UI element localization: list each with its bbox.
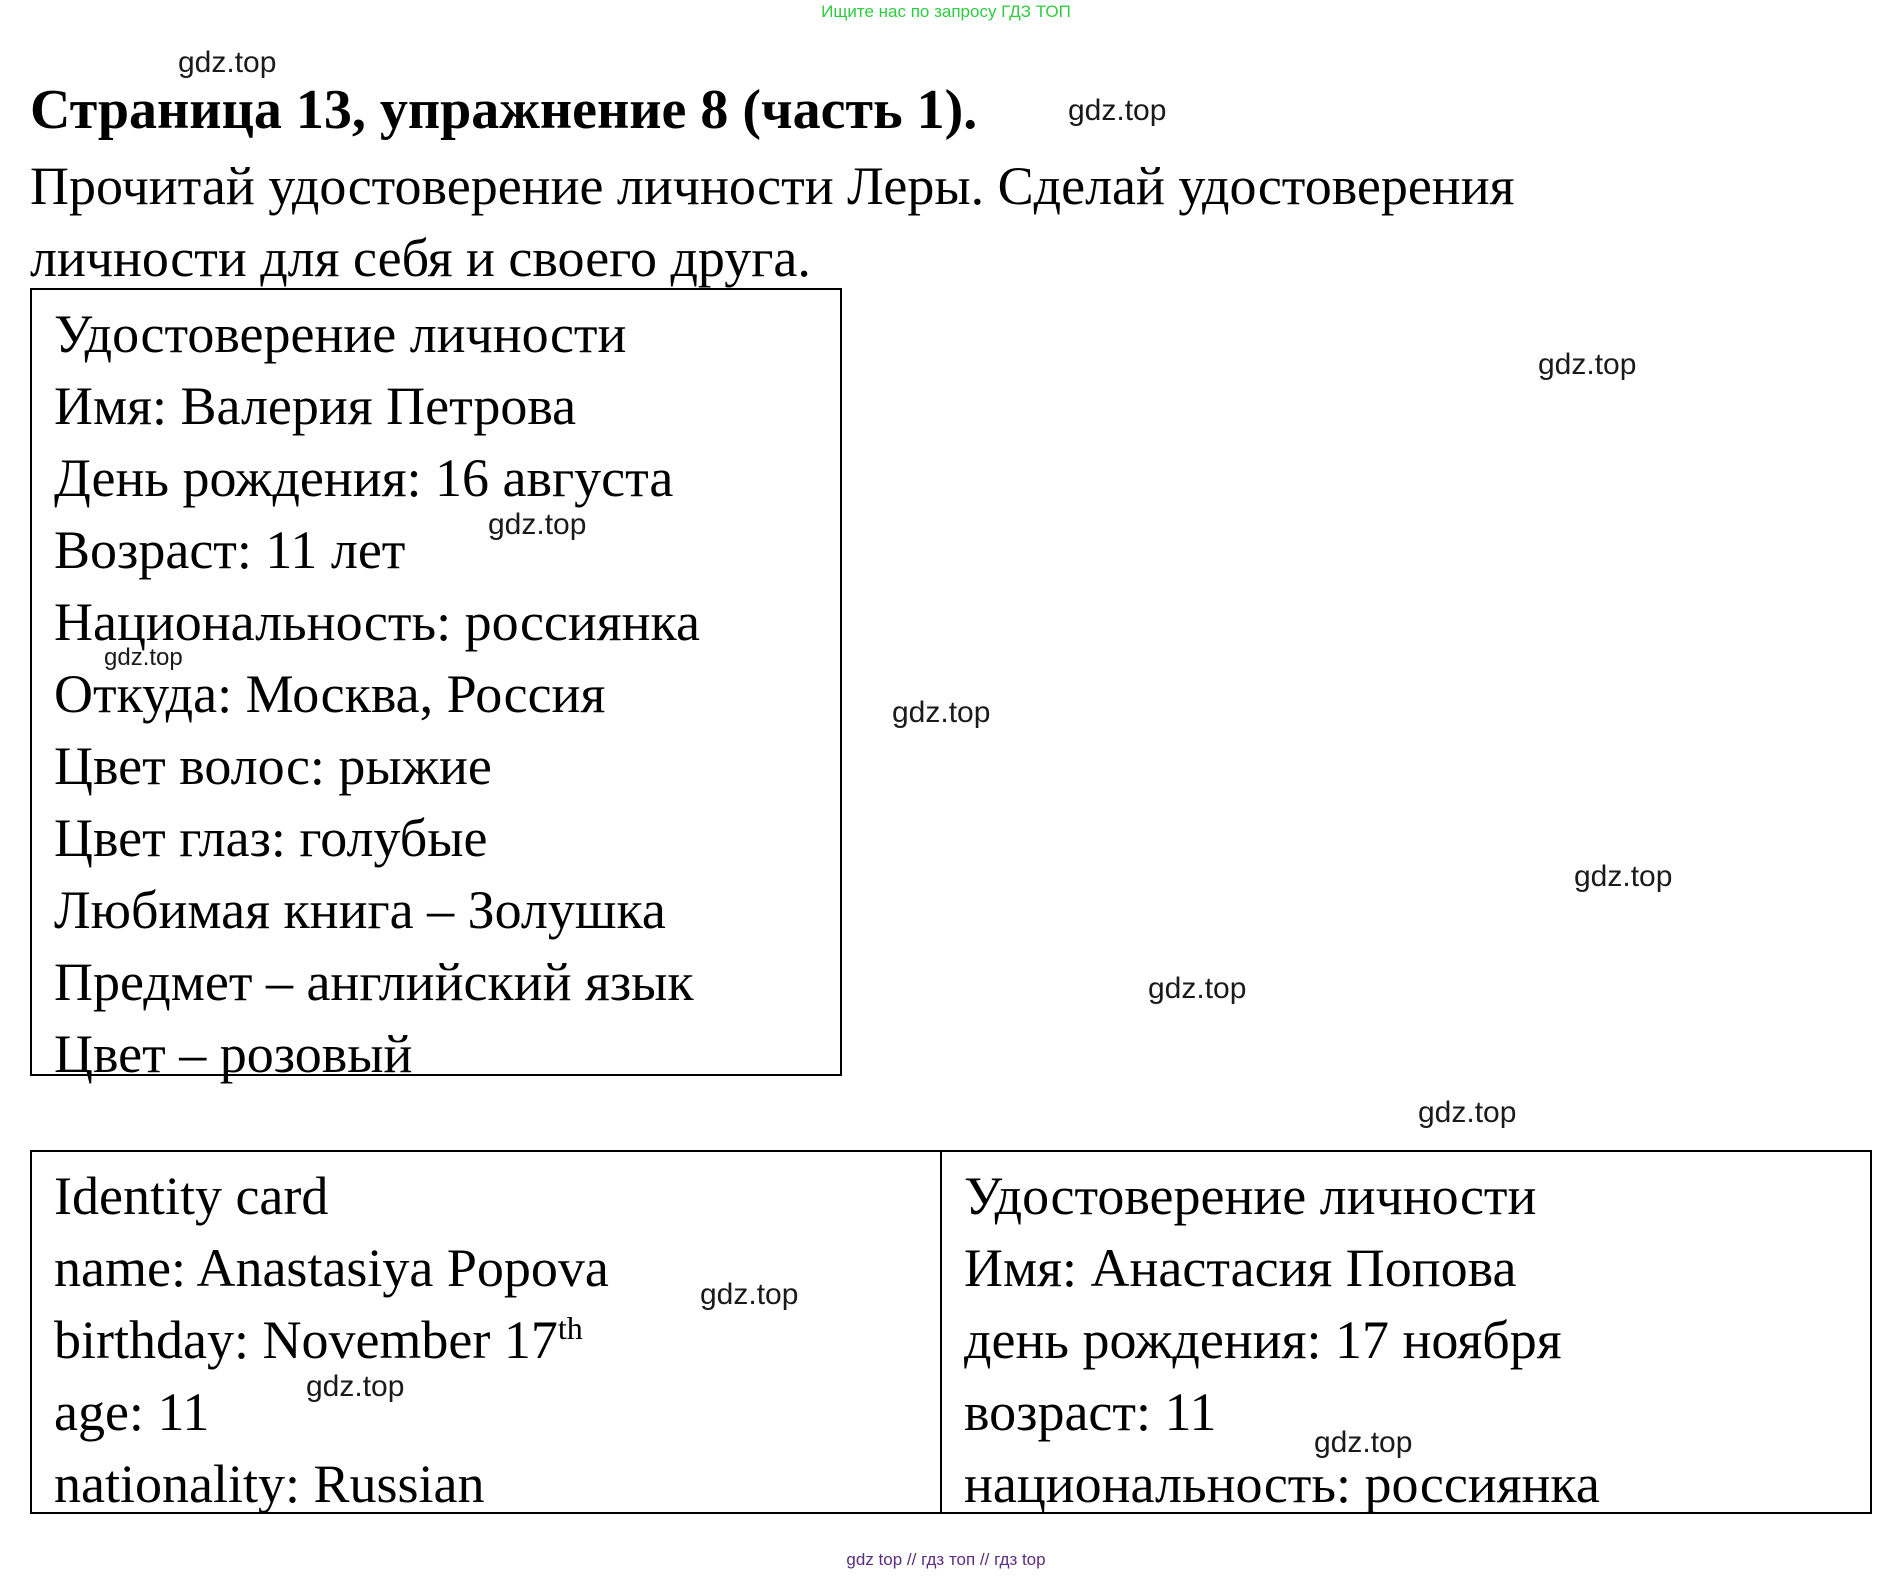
watermark: gdz.top [1418,1096,1517,1129]
card-origin: Откуда: Москва, Россия [54,664,606,724]
watermark: gdz.top [700,1278,799,1311]
card-nationality: Национальность: россиянка [54,592,700,652]
english-nationality: nationality: Russian [54,1454,485,1514]
english-name: name: Anastasiya Popova [54,1238,609,1298]
watermark: gdz.top [1574,860,1673,893]
watermark: gdz.top [1538,348,1637,381]
card-birthday: День рождения: 16 августа [54,448,674,508]
watermark: gdz.top [1068,94,1167,127]
identity-card-english [32,1152,942,1512]
english-age: age: 11 [54,1382,210,1442]
card-favourite-book: Любимая книга – Золушка [54,880,666,940]
watermark: gdz.top [306,1370,405,1403]
instruction-text: Прочитай удостоверение личности Леры. Сделай удостоверения личности для себя и своего друга. [30,156,1515,288]
watermark: gdz.top [892,696,991,729]
card-subject: Предмет – английский язык [54,952,694,1012]
english-heading: Identity card [54,1166,329,1226]
english-birthday: birthday: November 17 [54,1310,558,1370]
top-banner: Ищите нас по запросу ГДЗ ТОП [821,2,1071,21]
watermark: gdz.top [488,508,587,541]
card-name: Имя: Валерия Петрова [54,376,577,436]
russian-nationality: национальность: россиянка [964,1454,1600,1514]
card-color: Цвет – розовый [54,1024,413,1084]
english-birthday-suffix: th [557,1310,583,1346]
russian-heading: Удостоверение личности [964,1166,1537,1226]
card-hair-color: Цвет волос: рыжие [54,736,492,796]
card-eye-color: Цвет глаз: голубые [54,808,488,868]
russian-name: Имя: Анастасия Попова [964,1238,1517,1298]
card-age: Возраст: 11 лет [54,520,406,580]
watermark: gdz.top [104,644,183,671]
lera-identity-card [30,288,842,1084]
watermark: gdz.top [1314,1426,1413,1459]
russian-age: возраст: 11 [964,1382,1217,1442]
watermark: gdz.top [1148,972,1247,1005]
footer: gdz top // гдз топ // гдз top [846,1550,1046,1569]
watermark: gdz.top [178,46,277,79]
card-heading: Удостоверение личности [54,304,627,364]
russian-birthday: день рождения: 17 ноября [964,1310,1562,1370]
english-birthday-row [54,1304,940,1376]
page-title: Страница 13, упражнение 8 (часть 1). [30,79,978,141]
identity-table [30,1150,1872,1514]
